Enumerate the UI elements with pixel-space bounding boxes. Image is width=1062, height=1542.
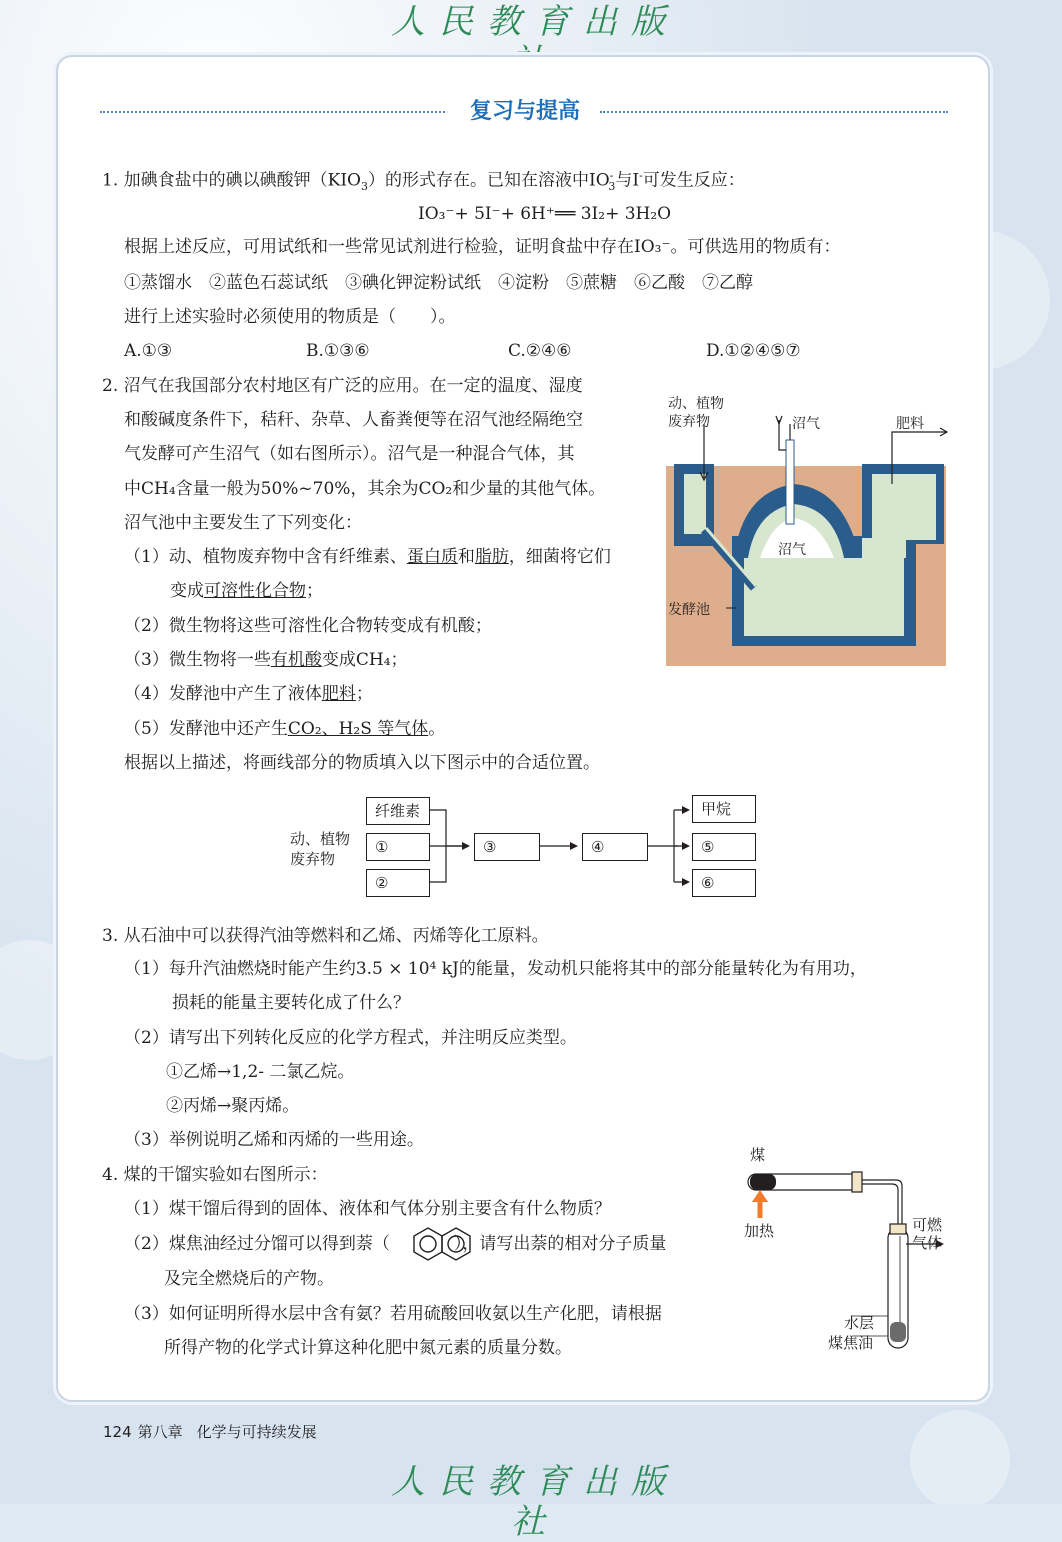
label-water-layer: 水层 bbox=[844, 1314, 875, 1332]
flow-box-1: ① bbox=[366, 833, 430, 861]
section-header bbox=[100, 95, 948, 131]
label-gas-1: 可燃 bbox=[912, 1216, 943, 1234]
q4-step2-cont: 及完全燃烧后的产物。 bbox=[164, 1269, 334, 1289]
inlet-liquid bbox=[684, 474, 706, 534]
publisher-logo-top: 人民教育出版 bbox=[391, 2, 679, 42]
q2-line5: 沼气池中主要发生了下列变化： bbox=[124, 513, 362, 533]
flow-source-2: 废弃物 bbox=[290, 850, 336, 868]
flow-box-4: ④ bbox=[582, 833, 648, 861]
q2-line3: 气发酵可产生沼气（如右图所示）。沼气是一种混合气体，其 bbox=[124, 444, 575, 464]
label-biogas-in: 沼气 bbox=[778, 542, 806, 558]
q3-step1: （1）每升汽油燃烧时能产生约3.5 × 10⁴ kJ的能量，发动机只能将其中的部分能量转化为有用功， bbox=[124, 959, 867, 979]
q3-step2a: ①乙烯→1,2- 二氯乙烷。 bbox=[166, 1062, 355, 1082]
q3-step3: （3）举例说明乙烯和丙烯的一些用途。 bbox=[124, 1130, 424, 1150]
q3-step1-cont: 损耗的能量主要转化成了什么？ bbox=[172, 993, 410, 1013]
q1-line2: 根据上述反应，可用试纸和一些常见试剂进行检验，证明食盐中存在IO₃⁻。可供选用的物质有： bbox=[124, 237, 841, 257]
label-waste-1: 动、植物 bbox=[668, 396, 724, 412]
flow-box-cellulose: 纤维素 bbox=[366, 797, 430, 825]
q1-options-list: ①蒸馏水 ②蓝色石蕊试纸 ③碘化钾淀粉试纸 ④淀粉 ⑤蔗糖 ⑥乙酸 ⑦乙醇 bbox=[124, 273, 753, 293]
q2-step1: （1）动、植物废弃物中含有纤维素、蛋白质和脂肪，细菌将它们 bbox=[124, 547, 611, 567]
publisher-logo-bottom: 人民教育出版社 bbox=[391, 1462, 679, 1542]
coal-sample bbox=[750, 1174, 776, 1190]
outlet-liquid bbox=[872, 474, 936, 540]
label-tank: 发酵池 bbox=[668, 602, 710, 618]
title-divider-left bbox=[100, 111, 445, 113]
q4-step3-cont: 所得产物的化学式计算这种化肥中氮元素的质量分数。 bbox=[164, 1338, 572, 1358]
chapter-title: 化学与可持续发展 bbox=[196, 1423, 317, 1441]
label-biogas-out: 沼气 bbox=[792, 416, 820, 432]
q2-step3: （3）微生物将一些有机酸变成CH₄； bbox=[124, 650, 408, 670]
coal-distillation-figure bbox=[740, 1140, 960, 1360]
q2-step4: （4）发酵池中产生了液体肥料； bbox=[124, 684, 373, 704]
label-fertilizer: 肥料 bbox=[896, 416, 924, 432]
q2-line2: 和酸碱度条件下，秸秆、杂草、人畜粪便等在沼气池经隔绝空 bbox=[124, 410, 583, 430]
q1-question: 进行上述实验时必须使用的物质是（ ）。 bbox=[124, 307, 456, 327]
q2-step5: （5）发酵池中还产生CO₂、H₂S 等气体。 bbox=[124, 719, 446, 739]
label-gas-2: 气体 bbox=[912, 1234, 943, 1252]
q4-line1: 4. 煤的干馏实验如右图所示： bbox=[102, 1165, 328, 1185]
q3-step2: （2）请写出下列转化反应的化学方程式，并注明反应类型。 bbox=[124, 1028, 577, 1048]
q4-step1: （1）煤干馏后得到的固体、液体和气体分别主要含有什么物质？ bbox=[124, 1199, 611, 1219]
q1-option-c: C.②④⑥ bbox=[508, 341, 572, 361]
heat-arrow-icon bbox=[752, 1190, 768, 1202]
naphthalene-structure bbox=[410, 1224, 476, 1264]
q2-step1-cont: 变成可溶性化合物； bbox=[170, 581, 323, 601]
q3-line1: 3. 从石油中可以获得汽油等燃料和乙烯、丙烯等化工原料。 bbox=[102, 926, 549, 946]
q4-step2: （2）煤焦油经过分馏可以得到萘（ ），请写出萘的相对分子质量 bbox=[124, 1234, 667, 1254]
q2-instruction: 根据以上描述，将画线部分的物质填入以下图示中的合适位置。 bbox=[124, 753, 600, 773]
biogas-digester-figure bbox=[664, 388, 948, 670]
q2-line4: 中CH₄含量一般为50%~70%，其余为CO₂和少量的其他气体。 bbox=[124, 479, 606, 499]
q1-equation: IO₃⁻+ 5I⁻+ 6H⁺══ 3I₂+ 3H₂O bbox=[418, 204, 672, 224]
label-heat: 加热 bbox=[744, 1222, 775, 1240]
flow-box-2: ② bbox=[366, 869, 430, 897]
label-coal-tar: 煤焦油 bbox=[828, 1334, 874, 1352]
section-title: 复习与提高 bbox=[469, 99, 580, 124]
label-coal: 煤 bbox=[750, 1146, 766, 1164]
q3-step2b: ②丙烯→聚丙烯。 bbox=[166, 1096, 300, 1116]
q1-option-d: D.①②④⑤⑦ bbox=[706, 341, 801, 361]
q2-line1: 2. 沼气在我国部分农村地区有广泛的应用。在一定的温度、湿度 bbox=[102, 376, 583, 396]
q1-option-b: B.①③⑥ bbox=[306, 341, 370, 361]
flow-box-6: ⑥ bbox=[692, 869, 756, 897]
flow-source-1: 动、植物 bbox=[290, 830, 351, 848]
label-waste-2: 废弃物 bbox=[668, 414, 710, 430]
q1-line1: 1. 加碘食盐中的碘以碘酸钾$(KIO_3)$的形式存在。已知在溶液中$IO^-_3$与I-可发生反应： bbox=[102, 169, 745, 194]
chapter-number: 第八章 bbox=[137, 1423, 183, 1441]
title-divider-right bbox=[600, 111, 948, 113]
flow-box-5: ⑤ bbox=[692, 833, 756, 861]
tank-liquid bbox=[744, 558, 904, 636]
q1-option-a: A.①③ bbox=[124, 341, 173, 361]
q2-step2: （2）微生物将这些可溶性化合物转变成有机酸； bbox=[124, 616, 492, 636]
flow-box-methane: 甲烷 bbox=[692, 795, 756, 823]
page-footer bbox=[103, 1421, 317, 1442]
page-number: 124 bbox=[103, 1423, 132, 1441]
flow-box-3: ③ bbox=[474, 833, 540, 861]
q4-step3: （3）如何证明所得水层中含有氨？若用硫酸回收氨以生产化肥，请根据 bbox=[124, 1304, 662, 1324]
